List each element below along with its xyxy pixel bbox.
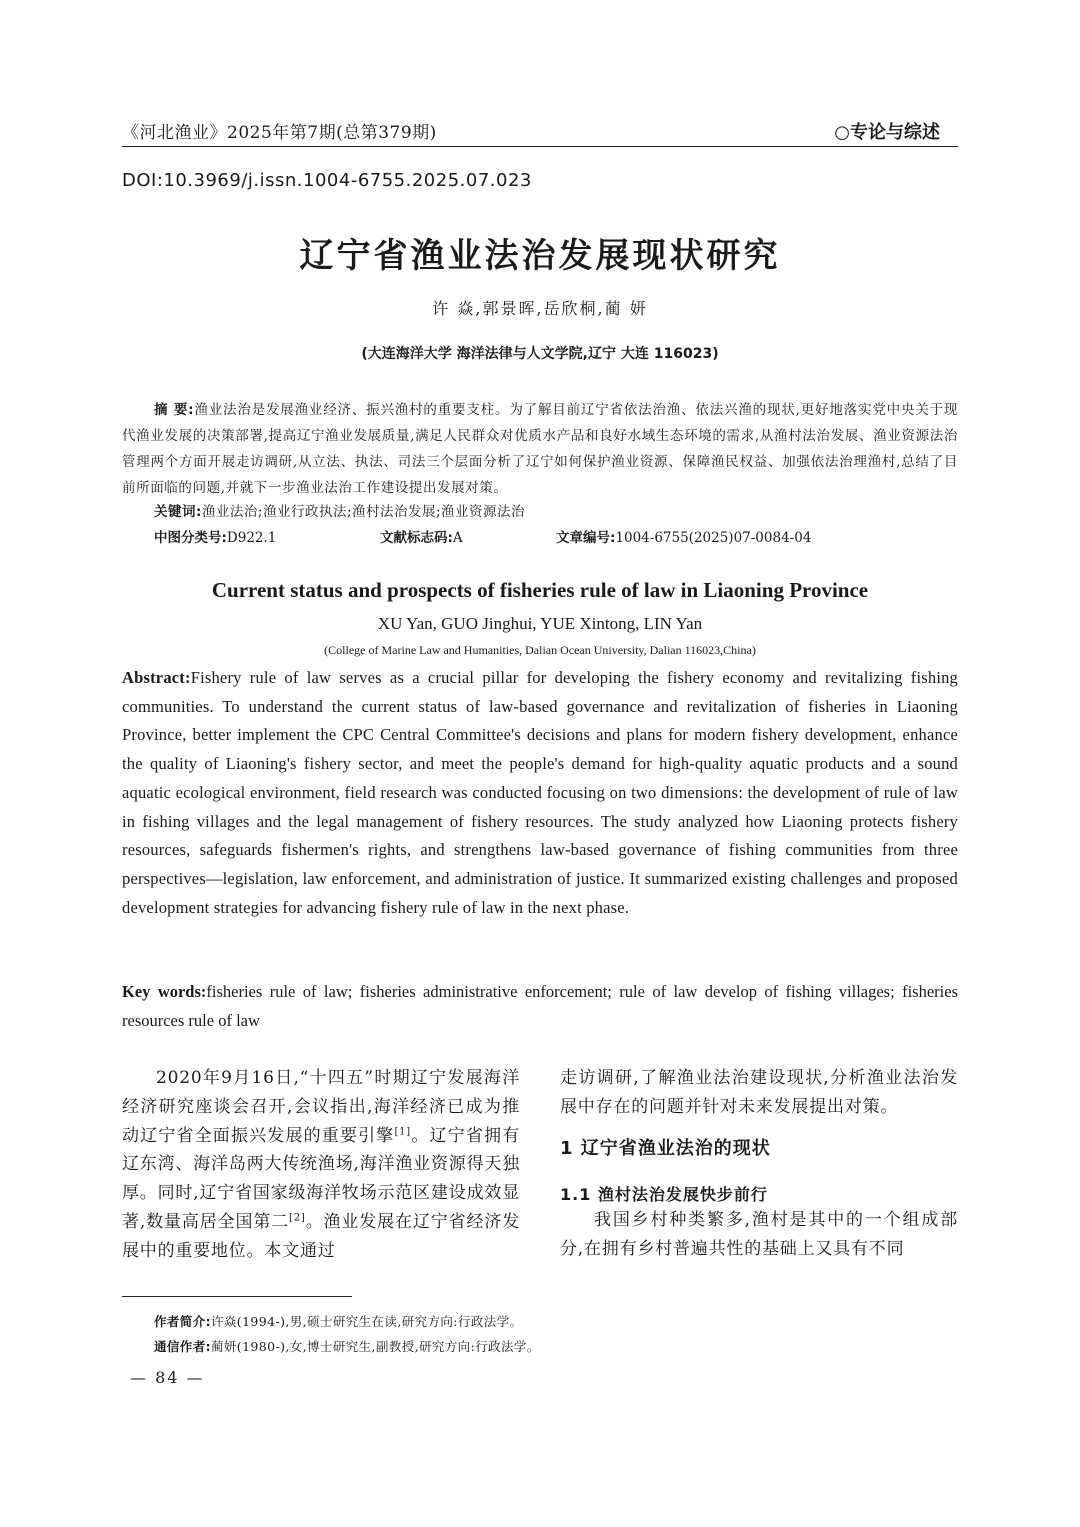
doc-code-value: A: [452, 530, 463, 546]
citation-ref-2[interactable]: [2]: [289, 1212, 306, 1224]
abstract-en: [122, 664, 958, 922]
page-number: — 84 —: [130, 1368, 205, 1387]
body-right-paragraph: 走访调研,了解渔业法治建设现状,分析渔业法治发展中存在的问题并针对未来发展提出对策。: [560, 1068, 958, 1117]
body-text: 2020年9月16日,“十四五”时期辽宁发展海洋经济研究座谈会召开,会议指出,海洋经济已成为推动辽宁省全面振兴发展的重要引擎: [122, 1068, 520, 1146]
section-label: ○专论与综述: [834, 122, 940, 143]
abstract-cn-text: 渔业法治是发展渔业经济、振兴渔村的重要支柱。为了解目前辽宁省依法治渔、依法兴渔的现状,更好地落实党中央关于现代渔业发展的决策部署,提高辽宁渔业发展质量,满足人民群众对优质水产品和良好水域生态环境的需求,从渔村法治发展、渔业资源法治管理两个方面开展走访调研,从立法、执法、司法三个层面分析了辽宁如何保护渔业资源、保障渔民权益、加强依法治理渔村,总结了目前所面临的问题,并就下一步渔业法治工作建设提出发展对策。: [122, 402, 958, 496]
clc-label: 中图分类号:: [154, 530, 227, 546]
authors-cn: 许 焱,郭景晖,岳欣桐,蔺 妍: [432, 299, 648, 318]
article-number-value: 1004-6755(2025)07-0084-04: [615, 530, 812, 546]
footnote-corresponding-label: 通信作者:: [154, 1339, 211, 1354]
article-number-label: 文章编号:: [556, 530, 616, 546]
footnote-author-text: 许焱(1994-),男,硕士研究生在读,研究方向:行政法学。: [211, 1314, 523, 1329]
keywords-en: [122, 978, 958, 1035]
footnote-author-label: 作者简介:: [154, 1314, 211, 1329]
affiliation-en: (College of Marine Law and Humanities, Dalian Ocean University, Dalian 116023,China): [324, 643, 756, 657]
title-en: Current status and prospects of fisheries rule of law in Liaoning Province: [211, 578, 869, 602]
footnote-author: [154, 1312, 522, 1330]
doi[interactable]: DOI:10.3969/j.issn.1004-6755.2025.07.023: [122, 170, 532, 191]
clc-number: [154, 526, 276, 546]
keywords-en-text: fisheries rule of law; fisheries administrative enforcement; rule of law develop of fishing villages; fisheries resources rule of law: [122, 982, 958, 1030]
doc-code-label: 文献标志码:: [380, 530, 453, 546]
abstract-cn-label: 摘 要:: [154, 402, 195, 418]
body-left-column: [122, 1064, 520, 1266]
footnote-corresponding: [154, 1337, 540, 1355]
footnote-divider: [122, 1296, 352, 1297]
keywords-cn-label: 关键词:: [154, 504, 202, 520]
footnote-corresponding-text: 蔺妍(1980-),女,博士研究生,副教授,研究方向:行政法学。: [211, 1339, 540, 1354]
journal-issue: 《河北渔业》2025年第7期(总第379期): [122, 123, 437, 143]
doc-code: [380, 526, 463, 546]
article-number: [556, 526, 811, 546]
keywords-cn-text: 渔业法治;渔业行政执法;渔村法治发展;渔业资源法治: [201, 504, 526, 520]
keywords-cn: [154, 500, 525, 520]
abstract-en-text: Fishery rule of law serves as a crucial pillar for developing the fishery economy and revitalizing fishing communities. To understand the current status of law-based governance and revitalization of fisheries in Liaoning Province, better implement the CPC Central Committee's decisions and plans for modern fishery development, enhance the quality of Liaoning's fishery sector, and meet the people's demand for high-quality aquatic products and a sound aquatic ecological environment, field research was conducted focusing on two dimensions: the development of rule of law in fishing villages and the legal management of fishery resources. The study analyzed how Liaoning protects fishery resources, safeguards fishermen's rights, and strengthens law-based governance of fishing communities from three perspectives—legislation, law enforcement, and administration of justice. It summarized existing challenges and proposed development strategies for advancing fishery rule of law in the next phase.: [122, 668, 958, 917]
body-text: 。渔业发展在辽宁省经济发展中的重要地位。本文通过: [122, 1211, 520, 1261]
abstract-en-label: Abstract:: [122, 668, 191, 687]
authors-en: XU Yan, GUO Jinghui, YUE Xintong, LIN Yan: [377, 614, 703, 633]
section-heading-1: 1 辽宁省渔业法治的现状: [560, 1138, 771, 1159]
clc-value: D922.1: [226, 530, 277, 546]
affiliation-cn: (大连海洋大学 海洋法律与人文学院,辽宁 大连 116023): [361, 346, 719, 362]
title-cn: 辽宁省渔业法治发展现状研究: [299, 236, 781, 276]
citation-ref-1[interactable]: [1]: [394, 1125, 412, 1137]
section-heading-1-1: 1.1 渔村法治发展快步前行: [560, 1185, 768, 1204]
body-text: 。辽宁省拥有辽东湾、海洋岛两大传统渔场,海洋渔业资源得天独厚。同时,辽宁省国家级海洋牧场示范区建设成效显著,数量高居全国第二: [122, 1125, 520, 1232]
body-right-paragraph-2: 我国乡村种类繁多,渔村是其中的一个组成部分,在拥有乡村普遍共性的基础上又具有不同: [560, 1210, 958, 1259]
abstract-cn: [122, 397, 958, 501]
running-header: [122, 116, 958, 147]
keywords-en-label: Key words:: [122, 982, 207, 1001]
